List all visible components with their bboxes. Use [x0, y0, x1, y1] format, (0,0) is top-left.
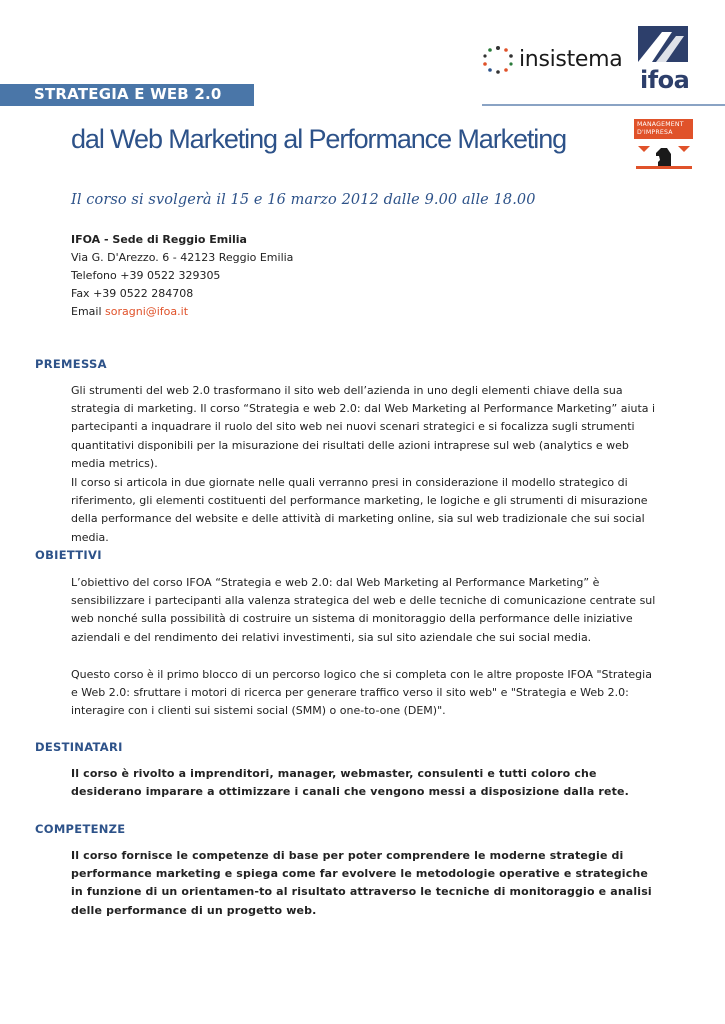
email-link[interactable]: soragni@ifoa.it [105, 305, 189, 318]
email-label: Email [71, 305, 106, 318]
management-badge-text: MANAGEMENT D'IMPRESA [637, 121, 684, 136]
premessa-paragraph-1: Gli strumenti del web 2.0 trasformano il sito web dell’azienda in uno degli elementi chiave della sua strategia di marketing. Il corso “Strategia e web 2.0: dal Web Marketing al Performance Marketing” aiuta i partecipanti a inquadrare il ruolo del sito web nei nuovi scenari strategici e si focalizza sugli strumenti quantitativi disponibili per la misurazione dei risultati delle azioni intraprese sul web (analytics e web media metrics). [71, 384, 656, 470]
obiettivi-paragraph-2: Questo corso è il primo blocco di un percorso logico che si completa con le altre proposte IFOA "Strategia e Web 2.0: sfruttare i motori di ricerca per generare traffico verso il sito web" e "Strategia e Web 2.0: interagire con i clienti sui sistemi social (SMM) o one-to-one (DEM)". [71, 668, 652, 718]
insistema-logo-icon [482, 45, 514, 75]
course-dates: Il corso si svolgerà il 15 e 16 marzo 2012 dalle 9.00 alle 18.00 [71, 192, 536, 208]
premessa-paragraph-2: Il corso si articola in due giornate nelle quali verranno presi in considerazione il modello strategico di riferimento, gli elementi costituenti del performance marketing, le logiche e gli strumenti di misurazione della performance del website e delle attività di marketing online, sia sul web tradizionale che sui social media. [71, 476, 648, 544]
address-email-line [71, 305, 188, 318]
band-label: STRATEGIA E WEB 2.0 [34, 85, 222, 103]
chess-knight-icon [634, 142, 694, 172]
address-phone: Telefono +39 0522 329305 [71, 269, 221, 282]
competenze-paragraph: Il corso fornisce le competenze di base per poter comprendere le moderne strategie di performance marketing e spiega come far evolvere le metodologie operative e strategiche in funzione di un orientamen-to al risultato attraverso le tecniche di monitoraggio e analisi delle performance di un progetto web. [71, 849, 652, 917]
section-heading-premessa: PREMESSA [35, 357, 107, 371]
destinatari-paragraph: Il corso è rivolto a imprenditori, manager, webmaster, consulenti e tutti coloro che desiderano imparare a ottimizzare i canali che vengono messi a disposizione dalla rete. [71, 767, 629, 799]
address-street: Via G. D'Arezzo. 6 - 42123 Reggio Emilia [71, 251, 294, 264]
ifoa-logo-text: ifoa [640, 66, 690, 94]
header-rule [482, 104, 725, 106]
page-title: dal Web Marketing al Performance Marketing [71, 124, 567, 154]
section-heading-obiettivi: OBIETTIVI [35, 548, 102, 562]
obiettivi-paragraph-1: L’obiettivo del corso IFOA “Strategia e web 2.0: dal Web Marketing al Performance Marketing” è sensibilizzare i partecipanti alla valenza strategica del web e delle tecniche di comunicazione centrate sul web nonché sulla possibilità di costruire un sistema di monitoraggio della performance delle iniziative aziendali e del rendimento dei relativi investimenti, sia sul sito aziendale che sui social media. [71, 576, 656, 644]
address-fax: Fax +39 0522 284708 [71, 287, 194, 300]
section-heading-competenze: COMPETENZE [35, 822, 126, 836]
section-heading-destinatari: DESTINATARI [35, 740, 123, 754]
address-name: IFOA - Sede di Reggio Emilia [71, 233, 247, 246]
insistema-logo-text: insistema [519, 47, 623, 72]
